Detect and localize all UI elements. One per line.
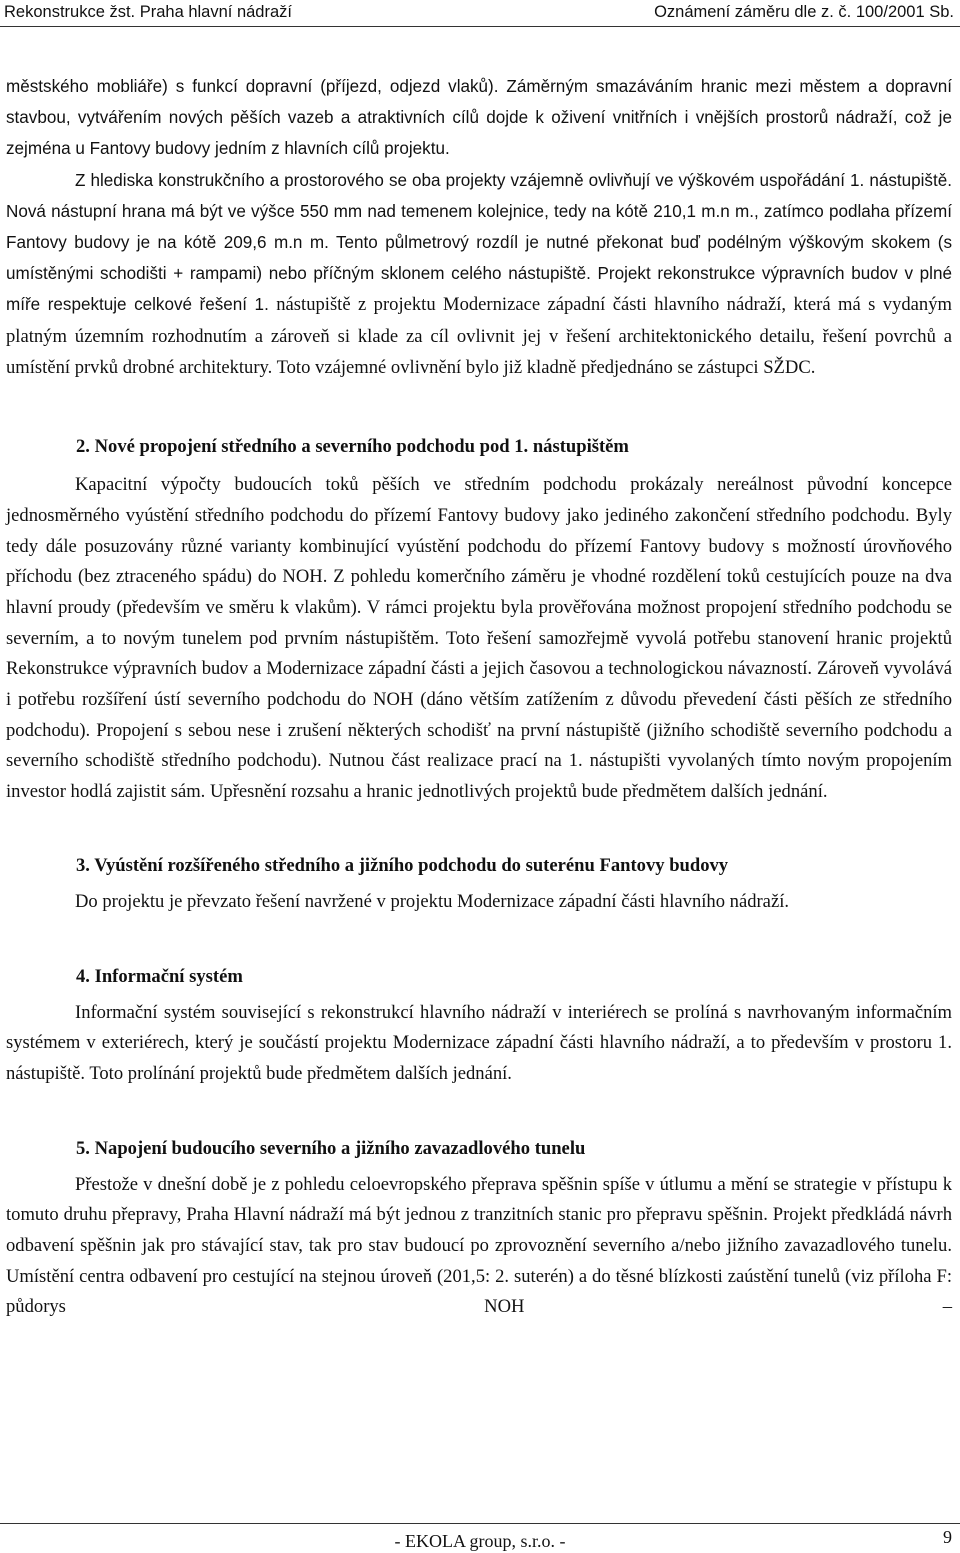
footer-divider bbox=[0, 1523, 960, 1524]
header-project-title: Rekonstrukce žst. Praha hlavní nádraží bbox=[4, 3, 292, 21]
paragraph-construction-part3: nástupiště z projektu Modernizace západní části hlavního nádraží, která má s vydaným platným územním rozhodnutím a zároveň si klade za cíl ovlivnit jej v řešení architektonického detailu, řešení povrchů a umístění prvků drobné architektury. Toto vzájemné ovlivnění bylo již kladně předjednáno se zástupci SŽDC. bbox=[6, 294, 952, 379]
section-4-heading: 4. Informační systém bbox=[76, 965, 243, 987]
paragraph-construction bbox=[6, 165, 952, 384]
paragraph-construction-part1: Z hlediska konstrukčního a prostorového se oba projekty vzájemně ovlivňují ve výškovém uspořádání 1. nástupiště. Nová nástupní hrana má být ve výšce 550 mm nad temenem kolejnice, tedy na kótě 210,1 m.n m., zatímco podlaha přízemí Fantovy budovy je na kótě 209,6 m.n m. bbox=[6, 171, 952, 252]
section-4-body: Informační systém související s rekonstrukcí hlavního nádraží v interiérech se prolíná s navrhovaným informačním systémem v exteriérech, který je součástí projektu Modernizace západní části hlavního nádraží, a to především v prostoru 1. nástupiště. Toto prolínání projektů bude předmětem dalších jednání. bbox=[6, 1001, 952, 1084]
page-header bbox=[0, 0, 960, 28]
header-document-type: Oznámení záměru dle z. č. 100/2001 Sb. bbox=[654, 3, 954, 21]
document-body bbox=[6, 71, 952, 1323]
section-5-body: Přestože v dnešní době je z pohledu celoevropského přeprava spěšnin spíše v útlumu a mění se strategie v přístupu k tomuto druhu přepravy, Praha Hlavní nádraží má být jednou z tranzitních stanic pro přepravu spěšnin. Projekt předkládá návrh odbavení spěšnin jak pro stávající stav, tak pro stav budoucí po zprovoznění severního a/nebo jižního zavazadlového tunelu. Umístění centra odbavení pro cestující na stejnou úroveň (201,5: 2. suterén) a do těsné blízkosti zaústění tunelů (viz příloha F: půdorys NOH – bbox=[6, 1173, 952, 1318]
page-number: 9 bbox=[943, 1527, 952, 1547]
paragraph-construction-part2: Tento půlmetrový rozdíl je nutné překonat buď podélným výškovým skokem (s umístěnými schodišti + rampami) nebo příčným sklonem celého nástupiště. Projekt rekonstrukce výpravních budov v plné míře respektuje celkové řešení 1. bbox=[6, 233, 952, 314]
header-divider bbox=[0, 26, 960, 27]
paragraph-intro: městského mobliáře) s funkcí dopravní (příjezd, odjezd vlaků). Záměrným smazáváním hranic mezi městem a dopravní stavbou, vytvářením nových pěších vazeb a atraktivních cílů dojde k oživení vnitřních i vnějších prostorů nádraží, což je zejména u Fantovy budovy jedním z hlavních cílů projektu. bbox=[6, 77, 952, 158]
section-5-heading: 5. Napojení budoucího severního a jižního zavazadlového tunelu bbox=[76, 1137, 586, 1159]
section-2-heading: 2. Nové propojení středního a severního podchodu pod 1. nástupištěm bbox=[76, 436, 629, 458]
section-2-body: Kapacitní výpočty budoucích toků pěších ve středním podchodu prokázaly nereálnost původní koncepce jednosměrného vyústění středního podchodu do přízemí Fantovy budovy jako jediného zakončení středního podchodu. Byly tedy dále posuzovány různé varianty kombinující vyústění podchodu do přízemí Fantovy budovy s možností úrovňového příchodu (bez ztraceného spádu) do NOH. Z pohledu komerčního záměru je vhodné rozdělení toků cestujících pouze na dva hlavní proudy (především ve směru k vlakům). V rámci projektu byla prověřována možnost propojení středního podchodu se severním, a to novým tunelem pod prvním nástupištěm. Toto řešení samozřejmě vyvolá potřebu stanovení hranic projektů Rekonstrukce výpravních budov a Modernizace západní části a jejich časovou a technologickou návazností. Zároveň vyvolává i potřebu rozšíření ústí severního podchodu do NOH (dáno větším zatížením z důvodu převedení části pěších ze středního podchodu). Propojení s sebou nese i zrušení některých schodišť na první nástupiště (jižního schodiště severního podchodu a severního schodiště středního podchodu). Nutnou část realizace prací na 1. nástupišti vyvolaných tímto novým propojením investor hodlá zajistit sám. Upřesnění rozsahu a hranic jednotlivých projektů bude předmětem dalších jednání. bbox=[6, 474, 952, 803]
section-3-body: Do projektu je převzato řešení navržené v projektu Modernizace západní části hlavního nádraží. bbox=[75, 890, 790, 912]
footer-company: - EKOLA group, s.r.o. - bbox=[394, 1531, 566, 1551]
section-3-heading: 3. Vyústění rozšířeného středního a jižního podchodu do suterénu Fantovy budovy bbox=[76, 854, 729, 876]
